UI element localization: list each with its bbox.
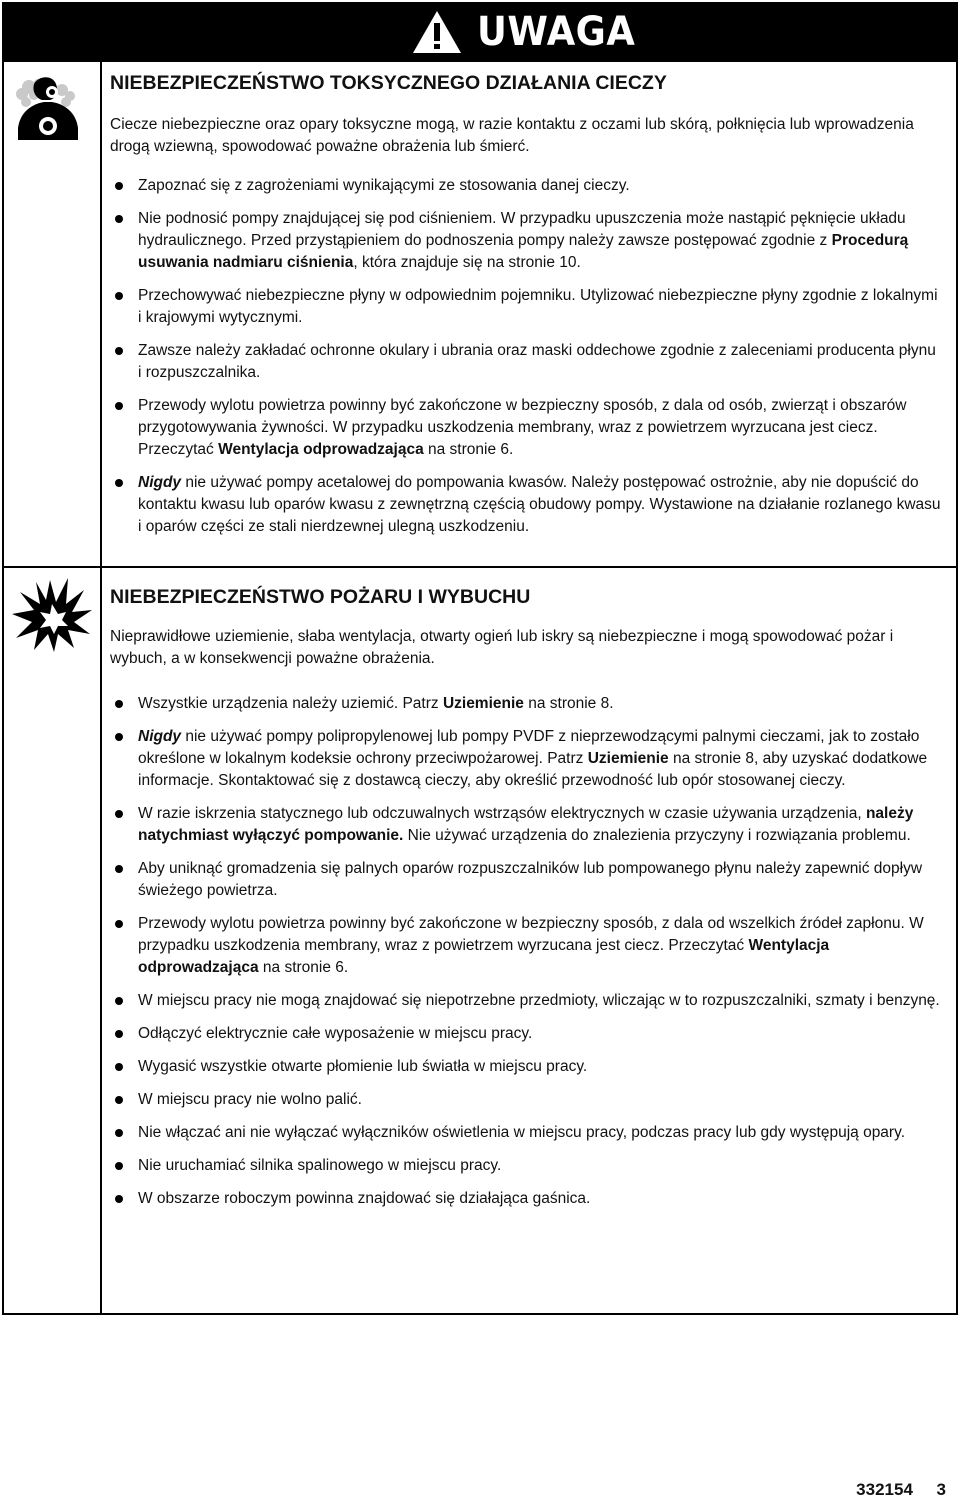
list-item: Nigdy nie używać pompy polipropylenowej lub pompy PVDF z nieprzewodzącymi palnymi cieczami, jak to zostało określone w lokalnym kodeksie ochrony przeciwpożarowej. Patrz Uziemienie na stronie 8, aby uzyskać dodatkowe informacje. Skontaktować się z dostawcą cieczy, aby określić przewodność lub opór stosowanej cieczy.: [110, 726, 942, 792]
list-item: Nie włączać ani nie wyłączać wyłączników oświetlenia w miejscu pracy, podczas pracy lub gdy występują opary.: [110, 1122, 942, 1144]
list-item: Przewody wylotu powietrza powinny być zakończone w bezpieczny sposób, z dala od wszelkich źródeł zapłonu. W przypadku uszkodzenia membrany, wraz z powietrzem wyrzucana jest ciecz. Przeczytać Wentylacja odprowadzająca na stronie 6.: [110, 913, 942, 979]
fire-intro: Nieprawidłowe uziemienie, słaba wentylacja, otwarty ogień lub iskry są niebezpieczne i mogą spowodować pożar i wybuch, a w konsekwencji poważne obrażenia.: [110, 628, 894, 667]
list-item: Wygasić wszystkie otwarte płomienie lub światła w miejscu pracy.: [110, 1056, 942, 1078]
section-divider: [100, 568, 102, 1313]
grounding-ref: Uziemienie: [442, 695, 524, 712]
list-item: Aby uniknąć gromadzenia się palnych oparów rozpuszczalników lub pompowanego płynu należy zapewnić dopływ świeżego powietrza.: [110, 858, 942, 902]
list-item: Nie uruchamiać silnika spalinowego w miejscu pracy.: [110, 1155, 942, 1177]
section-divider: [100, 62, 102, 566]
list-item: Nie podnosić pompy znajdującej się pod ciśnieniem. W przypadku upuszczenia może nastąpić pęknięcie układu hydraulicznego. Przed przystąpieniem do podnoszenia pompy należy zawsze postępować zgodnie z Procedurą usuwania nadmiaru ciśnienia, która znajduje się na stronie 10.: [110, 208, 942, 274]
list-item: Zapoznać się z zagrożeniami wynikającymi ze stosowania danej cieczy.: [110, 175, 942, 197]
fire-bullet-list: [110, 693, 942, 1221]
toxic-icon-cell: [4, 62, 100, 167]
list-item: Zawsze należy zakładać ochronne okulary i ubrania oraz maski oddechowe zgodnie z zaleceniami producenta płynu i rozpuszczalnika.: [110, 340, 942, 384]
warning-header: [2, 2, 958, 62]
fire-explosion-hazard-section: [2, 568, 958, 1315]
warning-triangle-icon: [411, 9, 463, 55]
document-number: 332154: [856, 1480, 913, 1499]
page-number: 3: [936, 1480, 946, 1499]
list-item: Wszystkie urządzenia należy uziemić. Patrz Uziemienie na stronie 8.: [110, 693, 942, 715]
pressure-relief-procedure-ref: Procedurą usuwania nadmiaru ciśnienia: [138, 232, 909, 271]
header-title: UWAGA: [476, 9, 636, 55]
toxic-bullet-list: [110, 175, 942, 549]
list-item: Przewody wylotu powietrza powinny być zakończone w bezpieczny sposób, z dala od osób, zwierząt i obszarów przygotowywania żywności. W przypadku uszkodzenia membrany, wraz z powietrzem wyrzucana jest ciecz. Przeczytać Wentylacja odprowadzająca na stronie 6.: [110, 395, 942, 461]
list-item: Odłączyć elektrycznie całe wyposażenie w miejscu pracy.: [110, 1023, 942, 1045]
list-item: W razie iskrzenia statycznego lub odczuwalnych wstrząsów elektrycznych w czasie używania urządzenia, należy natychmiast wyłączyć pompowanie. Nie używać urządzenia do znalezienia przyczyny i rozwiązania problemu.: [110, 803, 942, 847]
grounding-ref: Uziemienie: [587, 750, 669, 767]
list-item: W miejscu pracy nie mogą znajdować się niepotrzebne przedmioty, wliczając w to rozpuszczalniki, szmaty i benzynę.: [110, 990, 942, 1012]
fire-section-title: NIEBEZPIECZEŃSTWO POŻARU I WYBUCHU: [110, 586, 531, 608]
list-item: W miejscu pracy nie wolno palić.: [110, 1089, 942, 1111]
toxic-fluid-hazard-section: [2, 62, 958, 568]
list-item: Przechowywać niebezpieczne płyny w odpowiednim pojemniku. Utylizować niebezpieczne płyny zgodnie z lokalnymi i krajowymi wytycznymi.: [110, 285, 942, 329]
fire-icon-cell: [4, 568, 100, 663]
page-footer: [856, 1480, 946, 1500]
list-item: W obszarze roboczym powinna znajdować się działająca gaśnica.: [110, 1188, 942, 1210]
exhaust-ventilation-ref: Wentylacja odprowadzająca: [218, 441, 424, 458]
explosion-icon: [4, 568, 100, 658]
list-item: Nigdy nie używać pompy acetalowej do pompowania kwasów. Należy postępować ostrożnie, aby nie dopuścić do kontaktu kwasu lub oparów kwasu z zewnętrzną częścią obudowy pompy. Wystawione na działanie rozlanego kwasu i oparów części ze stali nierdzewnej ulegną uszkodzeniu.: [110, 472, 942, 538]
exhaust-ventilation-ref: Wentylacja odprowadzająca: [138, 937, 830, 976]
toxic-section-title: NIEBEZPIECZEŃSTWO TOKSYCZNEGO DZIAŁANIA CIECZY: [110, 72, 667, 94]
toxic-intro: Ciecze niebezpieczne oraz opary toksyczne mogą, w razie kontaktu z oczami lub skórą, połknięcia lub wprowadzenia drogą wziewną, spowodować poważne obrażenia lub śmierć.: [110, 116, 914, 155]
toxic-fumes-person-icon: [4, 62, 100, 162]
